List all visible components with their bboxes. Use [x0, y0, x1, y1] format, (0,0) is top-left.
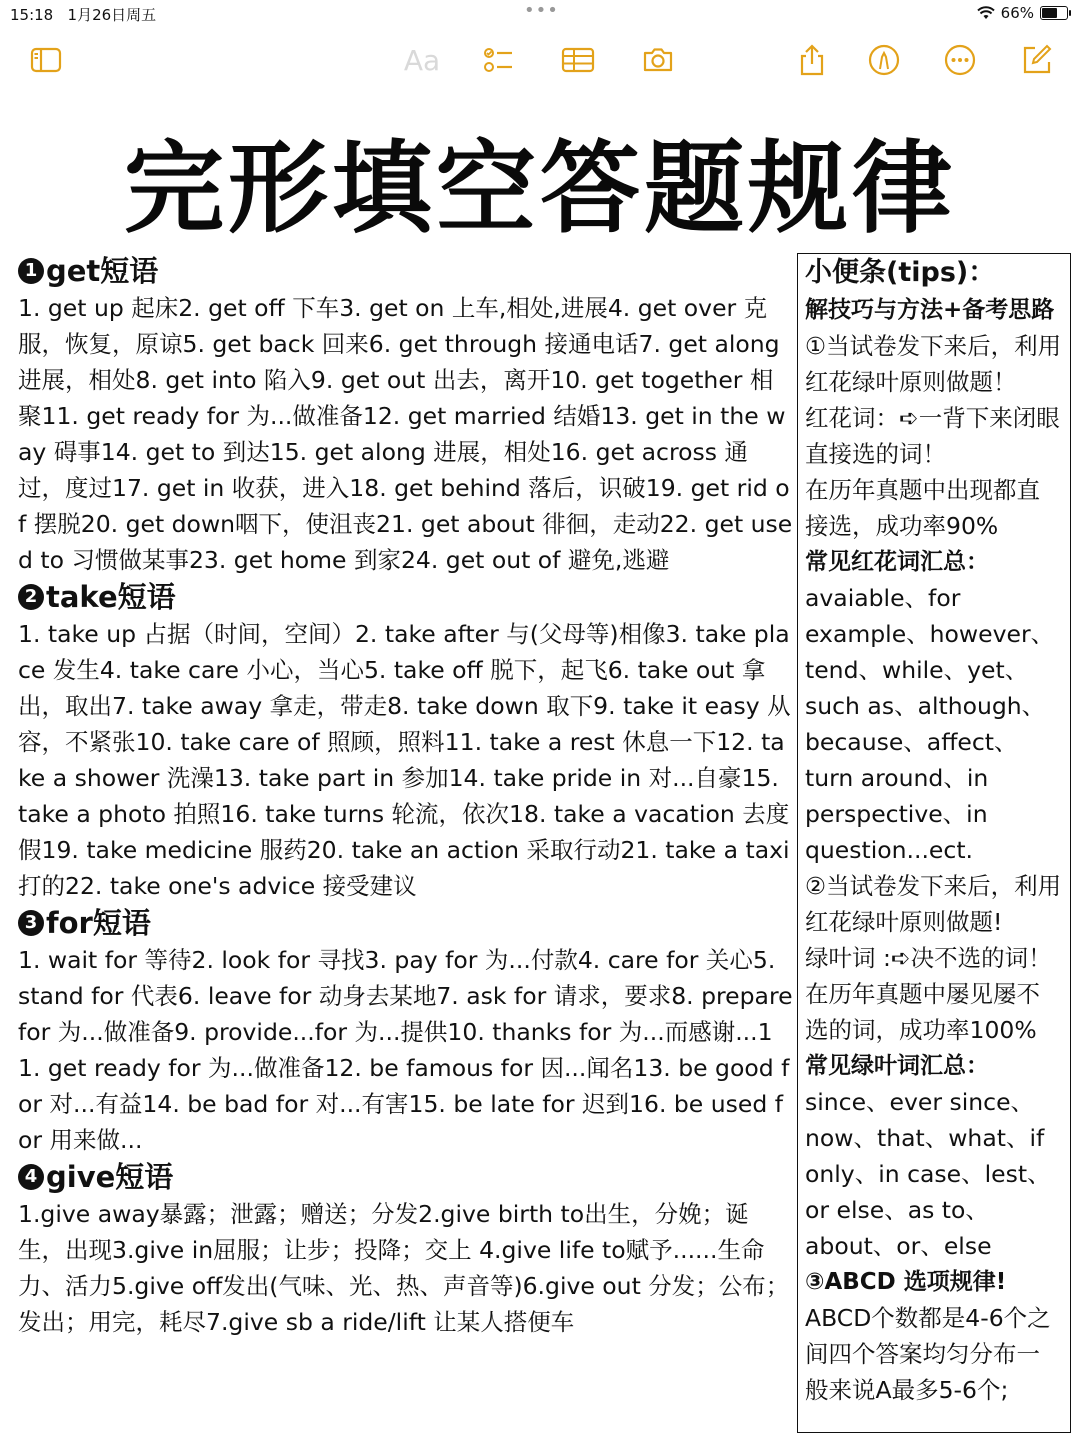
- section-heading: 2 take短语: [18, 578, 793, 616]
- number-badge: 3: [18, 910, 44, 936]
- tips-text: ABCD个数都是4-6个之间四个答案均匀分布一般来说A最多5-6个;: [805, 1304, 1051, 1404]
- section-for: [18, 904, 793, 1158]
- section-text: 1. get up 起床2. get off 下车3. get on 上车,相处,进展4. get over 克服，恢复，原谅5. get back 回来6. get through 接通电话7. get along 进展，相处8. get into 陷入9. get out 出去，离开10. get together 相聚11. get ready for 为...做准备12. get married 结婚13. get in the way 碍事14. get to 到达15. get along 进展，相处16. get across 通过，度过17. get in 收获，进入18. get behind 落后，识破19. get rid of 摆脱20. get down咽下，使沮丧21. get about 徘徊，走动22. get used to 习惯做某事23. get home 到家24. get out of 避免,逃避: [18, 294, 793, 574]
- page-title: 完形填空答题规律: [124, 130, 956, 247]
- checklist-icon[interactable]: [478, 40, 518, 80]
- section-take: [18, 578, 793, 904]
- tips-heading: ③ABCD 选项规律!: [805, 1269, 1007, 1295]
- number-badge: 1: [18, 258, 44, 284]
- section-text: 1. wait for 等待2. look for 寻找3. pay for 为...付款4. care for 关心5. stand for 代表6. leave for 动身去某地7. ask for 请求，要求8. prepare for 为...做准备9. provide...for 为...提供10. thanks for 为...而感谢...11. get ready for 为...做准备12. be famous for 因...闻名13. be good for 对...有益14. be bad for 对...有害15. be late for 迟到16. be used for 用来做...: [18, 946, 793, 1154]
- markup-pen-icon[interactable]: [864, 40, 904, 80]
- tips-text: 在历年真题中屡见屡不选的词，成功率100%: [805, 980, 1040, 1044]
- tips-heading: 常见红花词汇总：: [805, 549, 989, 575]
- section-heading: 3 for短语: [18, 904, 793, 942]
- tips-subtitle: 解技巧与方法+备考思路: [805, 297, 1055, 323]
- status-time: 15:18 1月26日周五: [10, 6, 157, 24]
- section-text: 1.give away暴露；泄露；赠送；分发2.give birth to出生，分娩；诞生，出现3.give in屈服；让步；投降；交上 4.give life to赋予......生命力、活力5.give off发出(气味、光、热、声音等)6.give out 分发；公布；发出；用完，耗尽7.give sb a ride/lift 让某人搭便车: [18, 1200, 790, 1336]
- section-text: 1. take up 占据（时间，空间）2. take after 与(父母等)相像3. take place 发生4. take care 小心，当心5. take off 脱下，起飞6. take out 拿出，取出7. take away 拿走，带走8. take down 取下9. take it easy 从容，不紧张10. take care of 照顾，照料11. take a rest 休息一下12. take a shower 洗澡13. take part in 参加14. take pride in 对...自豪15. take a photo 拍照16. take turns 轮流，依次18. take a vacation 去度假19. take medicine 服药20. take an action 采取行动21. take a taxi 打的22. take one's advice 接受建议: [18, 620, 791, 900]
- number-badge: 4: [18, 1164, 44, 1190]
- share-icon[interactable]: [792, 40, 832, 80]
- notes-toolbar: [0, 36, 1080, 88]
- tips-text: ②当试卷发下来后，利用红花绿叶原则做题!: [805, 872, 1062, 936]
- tips-text: avaiable、for example、however、tend、while、yet、such as、although、because、affect、turn around、in perspective、in question...ect.: [805, 584, 1055, 864]
- wifi-icon: [977, 6, 995, 20]
- section-get: [18, 252, 793, 578]
- status-date: 1月26日周五: [67, 6, 157, 24]
- table-icon[interactable]: [558, 40, 598, 80]
- more-options-icon[interactable]: [940, 40, 980, 80]
- sidebar-toggle-icon[interactable]: [26, 40, 66, 80]
- tips-text: ①当试卷发下来后，利用红花绿叶原则做题！: [805, 332, 1062, 396]
- tips-title: 小便条(tips)：: [805, 257, 996, 288]
- tips-heading: 常见绿叶词汇总：: [805, 1053, 989, 1079]
- battery-icon: [1040, 6, 1068, 20]
- text-format-button[interactable]: Aa: [403, 43, 441, 77]
- section-heading: 1 get短语: [18, 252, 793, 290]
- status-bar: [0, 0, 1080, 28]
- section-give: [18, 1158, 793, 1340]
- tips-text: 在历年真题中出现都直接选，成功率90%: [805, 476, 1040, 540]
- tips-text: 红花词：➪一背下来闭眼直接选的词！: [805, 404, 1060, 468]
- tips-box: [797, 253, 1071, 1433]
- status-right: [977, 4, 1068, 22]
- battery-percent: 66%: [1000, 4, 1034, 22]
- number-badge: 2: [18, 584, 44, 610]
- battery-level: [1042, 8, 1057, 18]
- multitasking-dots-icon[interactable]: •••: [524, 0, 559, 21]
- tips-text: since、ever since、now、that、what、if only、in case、lest、or else、as to、about、or、else: [805, 1088, 1051, 1260]
- tips-text: 绿叶词 :➪决不选的词！: [805, 944, 1052, 972]
- section-heading: 4 give短语: [18, 1158, 793, 1196]
- note-body[interactable]: [18, 252, 793, 1440]
- compose-note-icon[interactable]: [1016, 40, 1056, 80]
- camera-icon[interactable]: [638, 40, 678, 80]
